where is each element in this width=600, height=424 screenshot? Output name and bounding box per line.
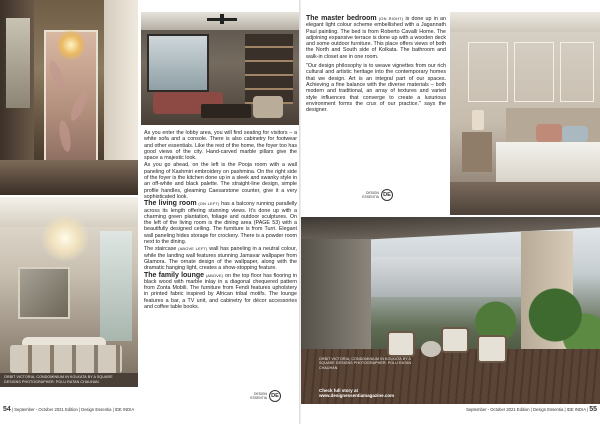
photo-position-tag: (ON RIGHT) xyxy=(378,16,404,21)
bedroom-text: is done up in an elegant light colour scheme embellished with a Jagannath Paul painting. The bed is from Roberto Cavalli Home. The adjoining expansive terrace is done up with a wooden deck and some outdoor furniture. This place offers views of both the North and South side of Kolkata. The bathroom and walk-in closet are in one room. xyxy=(306,16,446,60)
page-footer-right xyxy=(466,406,597,424)
article-column-right xyxy=(306,16,446,114)
article-paragraph: As you go ahead, on the left is the Pooja room with a wall paneling of Kashmiri embroidery on pashmina. On the right side of the foyer is the kitchen done up in a sleek and swanky style in an off-white and black palette. The straight-line design, simple profile handles, gleaming Caesarstone counter, give it a very sophisticated look. xyxy=(144,162,297,200)
master-bedroom-photo xyxy=(450,12,600,215)
family-lounge-heading: The family lounge xyxy=(144,271,205,279)
photo-position-tag: (ABOVE) xyxy=(205,272,224,278)
logo-mark: DE xyxy=(381,189,393,201)
web-link-label: Check full story at xyxy=(319,388,359,393)
family-lounge-text: on the top floor has flooring in black wood with marble inlay in a diagonal chequered pattern from Zonta Mobili. The furniture from Fendi features upholstery in printed fabric inspired by African tribal motifs. The lounge features a bar, a TV unit, and cabinetry for décor accessories and coffee table books. xyxy=(144,272,297,311)
bedroom-heading: The master bedroom xyxy=(306,15,377,22)
footer-text: | September - October 2021 Edition | Design Essentia | IDE INDIA xyxy=(11,407,135,412)
logo-text: DESIGN ESSENTIA xyxy=(362,191,379,199)
family-lounge-paragraph xyxy=(144,273,297,311)
foyer-photo xyxy=(0,0,138,195)
staircase-text: wall has paneling in a neutral colour, while the landing wall features stunning Jamavar wallpaper from Glamora. The ornate design of the wallpaper, along with the dramatic hanging light, creates a show-stopping feature. xyxy=(144,246,297,272)
terrace-photo xyxy=(301,217,600,404)
chandelier xyxy=(40,215,90,261)
photo-position-tag: (ABOVE LEFT) xyxy=(178,246,208,252)
footer-text: September - October 2021 Edition | Design Essentia | IDE INDIA | xyxy=(466,407,589,412)
living-room-text: has a balcony running parallelly across its length offering stunning views. It's done up with a charming green plantation, foliage and outdoor sculptures. On the left of the living room is the dining area (PAGE 53) with a beautifully designed ceiling. The furniture is from Turri. Elegant wall paneling hides storage for crockery. There is a powder room next to the dining. xyxy=(144,201,297,246)
chandelier xyxy=(58,28,84,62)
bed xyxy=(496,142,600,182)
logo-mark: DE xyxy=(269,390,281,402)
photo-credit: ORBIT VICTORIA, CONDOMINIUM IN KOLKATA BY A SQUARE DESIGNS PHOTOGRAPHER: POLU RATAN CHAUHAN xyxy=(4,375,113,384)
bedroom-paragraph xyxy=(306,16,446,60)
page-number: 55 xyxy=(589,406,597,413)
living-room-paragraph xyxy=(144,201,297,245)
page-number: 54 xyxy=(3,406,11,413)
photo-credit: ORBIT VICTORIA, CONDOMINIUM IN KOLKATA BY A SQUARE DESIGNS PHOTOGRAPHER: POLU RATAN CHAUHAN xyxy=(319,356,412,370)
article-column-left xyxy=(144,130,297,311)
design-essentia-logo xyxy=(359,189,393,201)
designer-quote: "Our design philosophy is to weave vignettes from our rich cultural and artistic heritage into the contemporary homes that we design. Art is an integral part of our spaces. Achieving a fine balance with the diverse materials – both modern and traditional, an array of textures and varied style influences that converge to create a luxurious environment forms the crux of our practice." says the designer. xyxy=(306,63,446,114)
logo-text: DESIGN ESSENTIA xyxy=(250,392,267,400)
design-essentia-logo xyxy=(247,390,281,402)
article-paragraph: As you enter the lobby area, you will find seating for visitors – a white sofa and a console. There is also cabinetry for footwear and other essentials. Like the rest of the home, the foyer too has good views of the city. Hand-carved marble pillars give the space a majestic look. xyxy=(144,130,297,162)
living-room-heading: The living room xyxy=(144,200,197,208)
staircase-paragraph xyxy=(144,246,297,271)
web-link-block[interactable] xyxy=(319,388,394,399)
staircase-lead: The staircase xyxy=(144,246,177,253)
photo-position-tag: (ON LEFT) xyxy=(198,201,220,207)
web-link-url[interactable]: www.designessentiamagazine.com xyxy=(319,393,395,399)
family-lounge-photo xyxy=(0,197,138,387)
page-footer-left xyxy=(3,406,134,424)
living-room-photo xyxy=(141,12,299,125)
